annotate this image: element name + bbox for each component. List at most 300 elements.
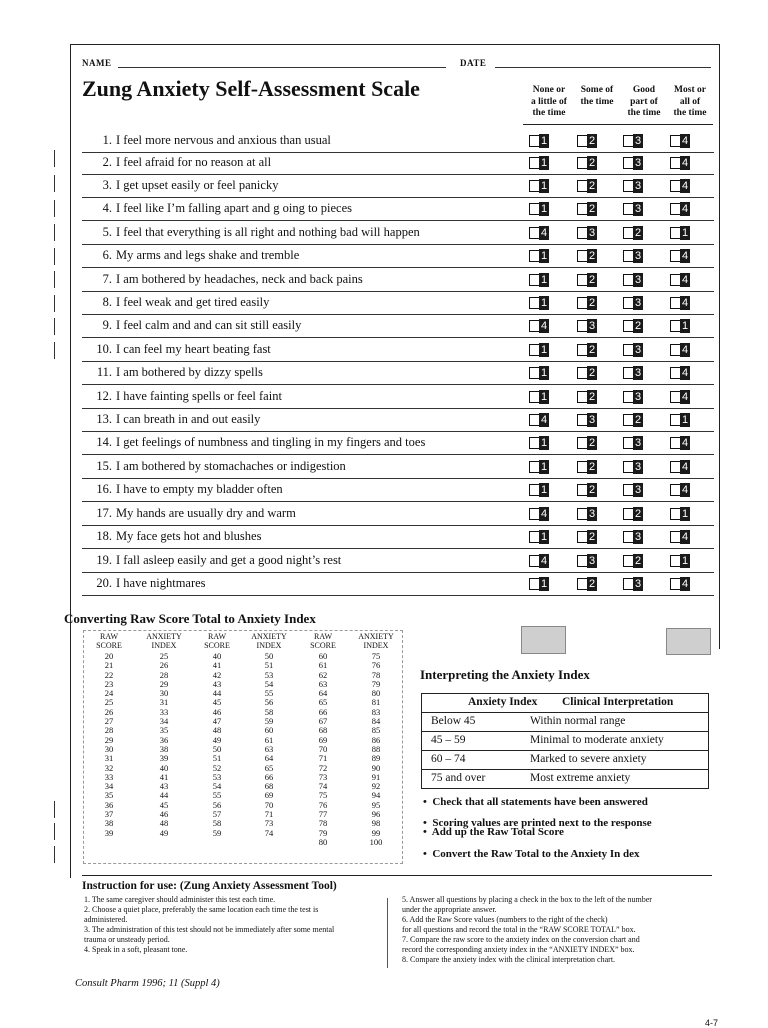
- response-checkbox[interactable]: [577, 296, 594, 310]
- score-value: 1: [540, 461, 548, 473]
- conversion-value: 86: [371, 734, 381, 745]
- anxiety-index-box[interactable]: [666, 628, 711, 655]
- response-checkbox[interactable]: [623, 460, 640, 474]
- conversion-value: 98: [371, 818, 381, 829]
- score-value: 2: [588, 391, 596, 403]
- question-row: [82, 479, 714, 502]
- conversion-value: 55: [264, 688, 274, 699]
- bullet-check-answered: • Check that all statements have been answered: [423, 796, 648, 808]
- response-checkbox[interactable]: [670, 413, 687, 427]
- response-checkbox[interactable]: [577, 343, 594, 357]
- question-text: I have to empty my bladder often: [116, 482, 283, 496]
- score-value: 1: [681, 414, 689, 426]
- question-text: I feel more nervous and anxious than usual: [116, 133, 331, 147]
- conversion-column: [144, 652, 184, 838]
- conversion-value: 76: [371, 660, 381, 671]
- score-value: 4: [681, 157, 689, 169]
- conversion-value: 46: [159, 809, 169, 820]
- date-field[interactable]: [495, 67, 711, 68]
- instructions-divider: [387, 898, 388, 968]
- score-value: 2: [634, 555, 642, 567]
- conversion-value: 56: [212, 799, 222, 810]
- response-checkbox[interactable]: [577, 530, 594, 544]
- response-checkbox[interactable]: [529, 530, 546, 544]
- conversion-value: 70: [264, 799, 274, 810]
- conversion-value: 48: [212, 725, 222, 736]
- conversion-value: 27: [104, 716, 114, 727]
- conversion-value: 71: [264, 809, 274, 820]
- response-checkbox[interactable]: [529, 507, 546, 521]
- conversion-value: 50: [212, 743, 222, 754]
- row-divider: [82, 595, 714, 596]
- conversion-value: 31: [104, 753, 114, 764]
- conversion-value: 49: [159, 827, 169, 838]
- conversion-value: 74: [264, 827, 274, 838]
- response-checkbox[interactable]: [670, 554, 687, 568]
- conversion-value: 37: [104, 809, 114, 820]
- response-checkbox[interactable]: [670, 483, 687, 497]
- conversion-value: 23: [104, 678, 114, 689]
- response-checkbox[interactable]: [623, 249, 640, 263]
- response-checkbox[interactable]: [577, 156, 594, 170]
- response-checkbox[interactable]: [623, 319, 640, 333]
- conversion-value: 68: [318, 725, 328, 736]
- response-checkbox[interactable]: [529, 156, 546, 170]
- score-value: 3: [634, 484, 642, 496]
- conversion-value: 79: [318, 827, 328, 838]
- margin-tick: [54, 200, 55, 217]
- conversion-value: 29: [159, 678, 169, 689]
- question-text: I can breath in and out easily: [116, 412, 261, 426]
- question-text: My hands are usually dry and warm: [116, 506, 296, 520]
- question-number: 4.: [102, 201, 112, 215]
- index-range: Below 45: [431, 715, 476, 727]
- response-checkbox[interactable]: [577, 460, 594, 474]
- instructions-right: 5. Answer all questions by placing a check in the box to the left of the number under the appropriate answer. 6. Add the Raw Score values (numbers to the right of the check) for all questions and record the total in the “RAW SCORE TOTAL” box. 7. Compare the raw score to the anxiety index on the conversion chart and record the corresponding anxiety index in the “ANXIETY INDEX” box. 8. Compare the anxiety index with the clinical interpretation chart.: [402, 895, 652, 964]
- score-value: 3: [634, 180, 642, 192]
- question-number: 15.: [96, 459, 112, 473]
- score-value: 4: [681, 484, 689, 496]
- response-checkbox[interactable]: [623, 554, 640, 568]
- response-checkbox[interactable]: [577, 366, 594, 380]
- question-text: My arms and legs shake and tremble: [116, 248, 300, 262]
- response-checkbox[interactable]: [670, 156, 687, 170]
- response-checkbox[interactable]: [577, 202, 594, 216]
- question-number: 9.: [102, 318, 112, 332]
- response-checkbox[interactable]: [670, 179, 687, 193]
- score-value: 3: [634, 391, 642, 403]
- conversion-value: 62: [318, 669, 328, 680]
- table-row: [422, 731, 708, 750]
- conversion-value: 26: [159, 660, 169, 671]
- response-checkbox[interactable]: [670, 134, 687, 148]
- score-value: 1: [540, 344, 548, 356]
- response-checkbox[interactable]: [670, 577, 687, 591]
- response-checkbox[interactable]: [577, 179, 594, 193]
- conversion-value: 72: [318, 762, 328, 773]
- response-checkbox[interactable]: [529, 390, 546, 404]
- conversion-value: 78: [371, 669, 381, 680]
- score-value: 3: [634, 157, 642, 169]
- response-checkbox[interactable]: [577, 483, 594, 497]
- conversion-value: 84: [371, 716, 381, 727]
- question-row: [82, 269, 714, 292]
- anxiety-index-header: ANXIETY INDEX: [146, 632, 182, 650]
- response-checkbox[interactable]: [529, 366, 546, 380]
- score-value: 2: [588, 274, 596, 286]
- response-checkbox[interactable]: [529, 460, 546, 474]
- response-checkbox[interactable]: [670, 249, 687, 263]
- row-divider: [82, 454, 714, 455]
- score-value: 2: [634, 414, 642, 426]
- question-row: [82, 432, 714, 455]
- response-checkbox[interactable]: [577, 436, 594, 450]
- response-checkbox[interactable]: [670, 366, 687, 380]
- score-value: 4: [681, 437, 689, 449]
- response-checkbox[interactable]: [529, 436, 546, 450]
- response-checkbox[interactable]: [670, 319, 687, 333]
- response-checkbox[interactable]: [623, 530, 640, 544]
- question-text: I feel that everything is all right and nothing bad will happen: [116, 225, 420, 239]
- conversion-value: 58: [264, 706, 274, 717]
- response-checkbox[interactable]: [623, 390, 640, 404]
- score-value: 1: [540, 367, 548, 379]
- conversion-value: 46: [212, 706, 222, 717]
- question-number: 12.: [96, 389, 112, 403]
- response-checkbox[interactable]: [529, 134, 546, 148]
- response-checkbox[interactable]: [529, 226, 546, 240]
- conversion-value: 42: [212, 669, 222, 680]
- score-value: 1: [681, 508, 689, 520]
- response-checkbox[interactable]: [529, 319, 546, 333]
- conversion-value: 70: [318, 743, 328, 754]
- page-number: 4-7: [705, 1018, 719, 1028]
- score-value: 3: [588, 414, 596, 426]
- conversion-value: 35: [159, 725, 169, 736]
- question-row: [82, 315, 714, 338]
- score-value: 4: [540, 508, 548, 520]
- response-checkbox[interactable]: [577, 554, 594, 568]
- conversion-value: 32: [104, 762, 114, 773]
- interpretation-text: Marked to severe anxiety: [530, 753, 647, 765]
- question-text: I am bothered by stomachaches or indigestion: [116, 459, 346, 473]
- conversion-title: Converting Raw Score Total to Anxiety Index: [64, 611, 316, 626]
- conversion-value: 65: [318, 697, 328, 708]
- score-value: 1: [540, 391, 548, 403]
- conversion-value: 76: [318, 799, 328, 810]
- conversion-value: 45: [212, 697, 222, 708]
- conversion-value: 50: [264, 651, 274, 661]
- response-checkbox[interactable]: [529, 554, 546, 568]
- question-number: 13.: [96, 412, 112, 426]
- question-text: I feel afraid for no reason at all: [116, 155, 272, 169]
- conversion-value: 96: [371, 809, 381, 820]
- column-header-some: Some of the time: [580, 85, 614, 107]
- question-number: 14.: [96, 435, 112, 449]
- conversion-value: 63: [264, 743, 274, 754]
- response-checkbox[interactable]: [577, 390, 594, 404]
- conversion-value: 61: [264, 734, 274, 745]
- column-header-rule: [523, 124, 713, 125]
- conversion-value: 56: [264, 697, 274, 708]
- conversion-value: 53: [264, 669, 274, 680]
- question-row: [82, 175, 714, 198]
- question-number: 17.: [96, 506, 112, 520]
- bullet-scoring-values: • Scoring values are printed next to the response: [423, 817, 652, 829]
- question-row: [82, 292, 714, 315]
- margin-tick: [54, 295, 55, 312]
- conversion-value: 44: [159, 790, 169, 801]
- margin-tick: [54, 248, 55, 265]
- conversion-value: 68: [264, 781, 274, 792]
- response-checkbox[interactable]: [577, 413, 594, 427]
- conversion-value: 24: [104, 688, 114, 699]
- response-checkbox[interactable]: [623, 343, 640, 357]
- score-value: 1: [540, 180, 548, 192]
- response-checkbox[interactable]: [529, 179, 546, 193]
- raw-score-header: RAW SCORE: [96, 632, 122, 650]
- conversion-column: [197, 652, 237, 838]
- date-label: DATE: [460, 58, 487, 68]
- response-checkbox[interactable]: [670, 273, 687, 287]
- question-text: My face gets hot and blushes: [116, 529, 262, 543]
- question-number: 3.: [102, 178, 112, 192]
- conversion-value: 59: [212, 827, 222, 838]
- score-value: 4: [681, 391, 689, 403]
- conversion-value: 40: [212, 651, 222, 661]
- score-value: 2: [588, 157, 596, 169]
- score-value: 3: [634, 367, 642, 379]
- bullet-add-raw-total: • Add up the Raw Total Score: [423, 826, 564, 838]
- response-checkbox[interactable]: [623, 134, 640, 148]
- conversion-value: 85: [371, 725, 381, 736]
- score-value: 3: [588, 227, 596, 239]
- response-checkbox[interactable]: [529, 577, 546, 591]
- conversion-value: 43: [159, 781, 169, 792]
- response-checkbox[interactable]: [670, 460, 687, 474]
- question-text: I get upset easily or feel panicky: [116, 178, 279, 192]
- conversion-value: 75: [371, 651, 381, 661]
- conversion-value: 34: [104, 781, 114, 792]
- page-frame-left: [70, 44, 71, 878]
- question-row: [82, 456, 714, 479]
- page-frame-right: [719, 44, 720, 649]
- response-checkbox[interactable]: [529, 343, 546, 357]
- conversion-value: 71: [318, 753, 328, 764]
- response-checkbox[interactable]: [670, 343, 687, 357]
- response-checkbox[interactable]: [577, 273, 594, 287]
- response-checkbox[interactable]: [529, 273, 546, 287]
- score-value: 3: [634, 437, 642, 449]
- response-checkbox[interactable]: [623, 413, 640, 427]
- question-number: 19.: [96, 553, 112, 567]
- conversion-value: 64: [318, 688, 328, 699]
- conversion-value: 66: [264, 771, 274, 782]
- response-checkbox[interactable]: [670, 202, 687, 216]
- name-field[interactable]: [118, 67, 446, 68]
- header-anxiety-index: Anxiety Index: [468, 696, 538, 708]
- score-value: 2: [634, 508, 642, 520]
- conversion-value: 53: [212, 771, 222, 782]
- question-text: I have fainting spells or feel faint: [116, 389, 282, 403]
- question-row: [82, 526, 714, 549]
- response-checkbox[interactable]: [529, 249, 546, 263]
- question-number: 20.: [96, 576, 112, 590]
- response-checkbox[interactable]: [577, 249, 594, 263]
- question-number: 10.: [96, 342, 112, 356]
- margin-tick: [54, 175, 55, 192]
- row-divider: [82, 548, 714, 549]
- response-checkbox[interactable]: [529, 202, 546, 216]
- response-checkbox[interactable]: [577, 507, 594, 521]
- response-checkbox[interactable]: [623, 483, 640, 497]
- score-value: 2: [588, 578, 596, 590]
- score-value: 4: [681, 578, 689, 590]
- margin-tick: [54, 342, 55, 359]
- question-text: I am bothered by dizzy spells: [116, 365, 263, 379]
- conversion-value: 61: [318, 660, 328, 671]
- question-row: [82, 245, 714, 268]
- response-checkbox[interactable]: [623, 436, 640, 450]
- response-checkbox[interactable]: [577, 226, 594, 240]
- question-row: [82, 152, 714, 175]
- question-text: I am bothered by headaches, neck and back pains: [116, 272, 363, 286]
- conversion-value: 39: [104, 827, 114, 838]
- conversion-value: 41: [212, 660, 222, 671]
- question-row: [82, 409, 714, 432]
- conversion-value: 66: [318, 706, 328, 717]
- conversion-value: 73: [318, 771, 328, 782]
- conversion-value: 36: [159, 734, 169, 745]
- question-row: [82, 503, 714, 526]
- score-value: 2: [588, 203, 596, 215]
- page-title: Zung Anxiety Self-Assessment Scale: [82, 76, 420, 101]
- score-value: 4: [681, 461, 689, 473]
- response-checkbox[interactable]: [623, 507, 640, 521]
- column-header-most: Most or all of the time: [673, 85, 707, 118]
- conversion-value: 95: [371, 799, 381, 810]
- response-checkbox[interactable]: [529, 296, 546, 310]
- score-value: 4: [681, 250, 689, 262]
- score-value: 1: [540, 135, 548, 147]
- conversion-value: 88: [371, 743, 381, 754]
- response-checkbox[interactable]: [623, 366, 640, 380]
- interpretation-table: [421, 693, 709, 789]
- score-value: 2: [588, 531, 596, 543]
- raw-score-header: RAW SCORE: [204, 632, 230, 650]
- response-checkbox[interactable]: [670, 507, 687, 521]
- question-text: I fall asleep easily and get a good night’s rest: [116, 553, 342, 567]
- interpretation-text: Minimal to moderate anxiety: [530, 734, 664, 746]
- conversion-value: 63: [318, 678, 328, 689]
- score-value: 3: [634, 250, 642, 262]
- response-checkbox[interactable]: [670, 530, 687, 544]
- response-checkbox[interactable]: [529, 483, 546, 497]
- response-checkbox[interactable]: [529, 413, 546, 427]
- question-row: [82, 573, 714, 596]
- conversion-value: 40: [159, 762, 169, 773]
- response-checkbox[interactable]: [670, 436, 687, 450]
- score-value: 2: [588, 461, 596, 473]
- response-checkbox[interactable]: [623, 179, 640, 193]
- conversion-value: 74: [318, 781, 328, 792]
- score-value: 1: [540, 484, 548, 496]
- response-checkbox[interactable]: [670, 296, 687, 310]
- anxiety-index-header: ANXIETY INDEX: [358, 632, 394, 650]
- conversion-value: 55: [212, 790, 222, 801]
- conversion-value: 54: [264, 678, 274, 689]
- response-checkbox[interactable]: [623, 226, 640, 240]
- margin-tick: [54, 150, 55, 167]
- conversion-column: [89, 652, 129, 838]
- response-checkbox[interactable]: [670, 390, 687, 404]
- citation: Consult Pharm 1996; 11 (Suppl 4): [75, 978, 220, 989]
- conversion-value: 69: [318, 734, 328, 745]
- conversion-value: 30: [159, 688, 169, 699]
- question-row: [82, 222, 714, 245]
- score-value: 1: [540, 531, 548, 543]
- score-value: 4: [540, 414, 548, 426]
- response-checkbox[interactable]: [577, 577, 594, 591]
- conversion-value: 35: [104, 790, 114, 801]
- conversion-value: 80: [318, 836, 328, 847]
- conversion-value: 47: [212, 716, 222, 727]
- conversion-value: 100: [369, 836, 383, 847]
- conversion-value: 91: [371, 771, 381, 782]
- response-checkbox[interactable]: [623, 202, 640, 216]
- response-checkbox[interactable]: [623, 296, 640, 310]
- conversion-value: 28: [104, 725, 114, 736]
- score-value: 4: [681, 367, 689, 379]
- column-header-good: Good part of the time: [627, 85, 661, 118]
- question-row: [82, 550, 714, 573]
- response-checkbox[interactable]: [577, 134, 594, 148]
- interpretation-text: Most extreme anxiety: [530, 772, 631, 784]
- conversion-value: 75: [318, 790, 328, 801]
- response-checkbox[interactable]: [623, 273, 640, 287]
- response-checkbox[interactable]: [623, 156, 640, 170]
- score-value: 4: [681, 344, 689, 356]
- response-checkbox[interactable]: [577, 319, 594, 333]
- response-checkbox[interactable]: [623, 577, 640, 591]
- conversion-value: 33: [104, 771, 114, 782]
- row-divider: [82, 337, 714, 338]
- score-value: 3: [634, 274, 642, 286]
- question-text: I get feelings of numbness and tingling in my fingers and toes: [116, 435, 426, 449]
- row-divider: [82, 220, 714, 221]
- question-number: 1.: [102, 133, 112, 147]
- question-text: I feel weak and get tired easily: [116, 295, 270, 309]
- raw-score-total-box[interactable]: [521, 626, 566, 654]
- conversion-value: 26: [104, 706, 114, 717]
- instructions-left: 1. The same caregiver should administer this test each time. 2. Choose a quiet place, preferably the same location each time the test is administered. 3. The administration of this test should not be immediately after some mental trauma or unsteady period. 4. Speak in a soft, pleasant tone.: [84, 895, 335, 954]
- score-value: 2: [588, 180, 596, 192]
- conversion-value: 92: [371, 781, 381, 792]
- score-value: 4: [540, 320, 548, 332]
- question-row: [82, 362, 714, 385]
- conversion-value: 60: [318, 651, 328, 661]
- conversion-value: 64: [264, 753, 274, 764]
- conversion-value: 59: [264, 716, 274, 727]
- question-number: 7.: [102, 272, 112, 286]
- score-value: 2: [634, 320, 642, 332]
- conversion-value: 36: [104, 799, 114, 810]
- score-value: 2: [588, 297, 596, 309]
- response-checkbox[interactable]: [670, 226, 687, 240]
- score-value: 1: [540, 437, 548, 449]
- conversion-value: 60: [264, 725, 274, 736]
- conversion-value: 52: [212, 762, 222, 773]
